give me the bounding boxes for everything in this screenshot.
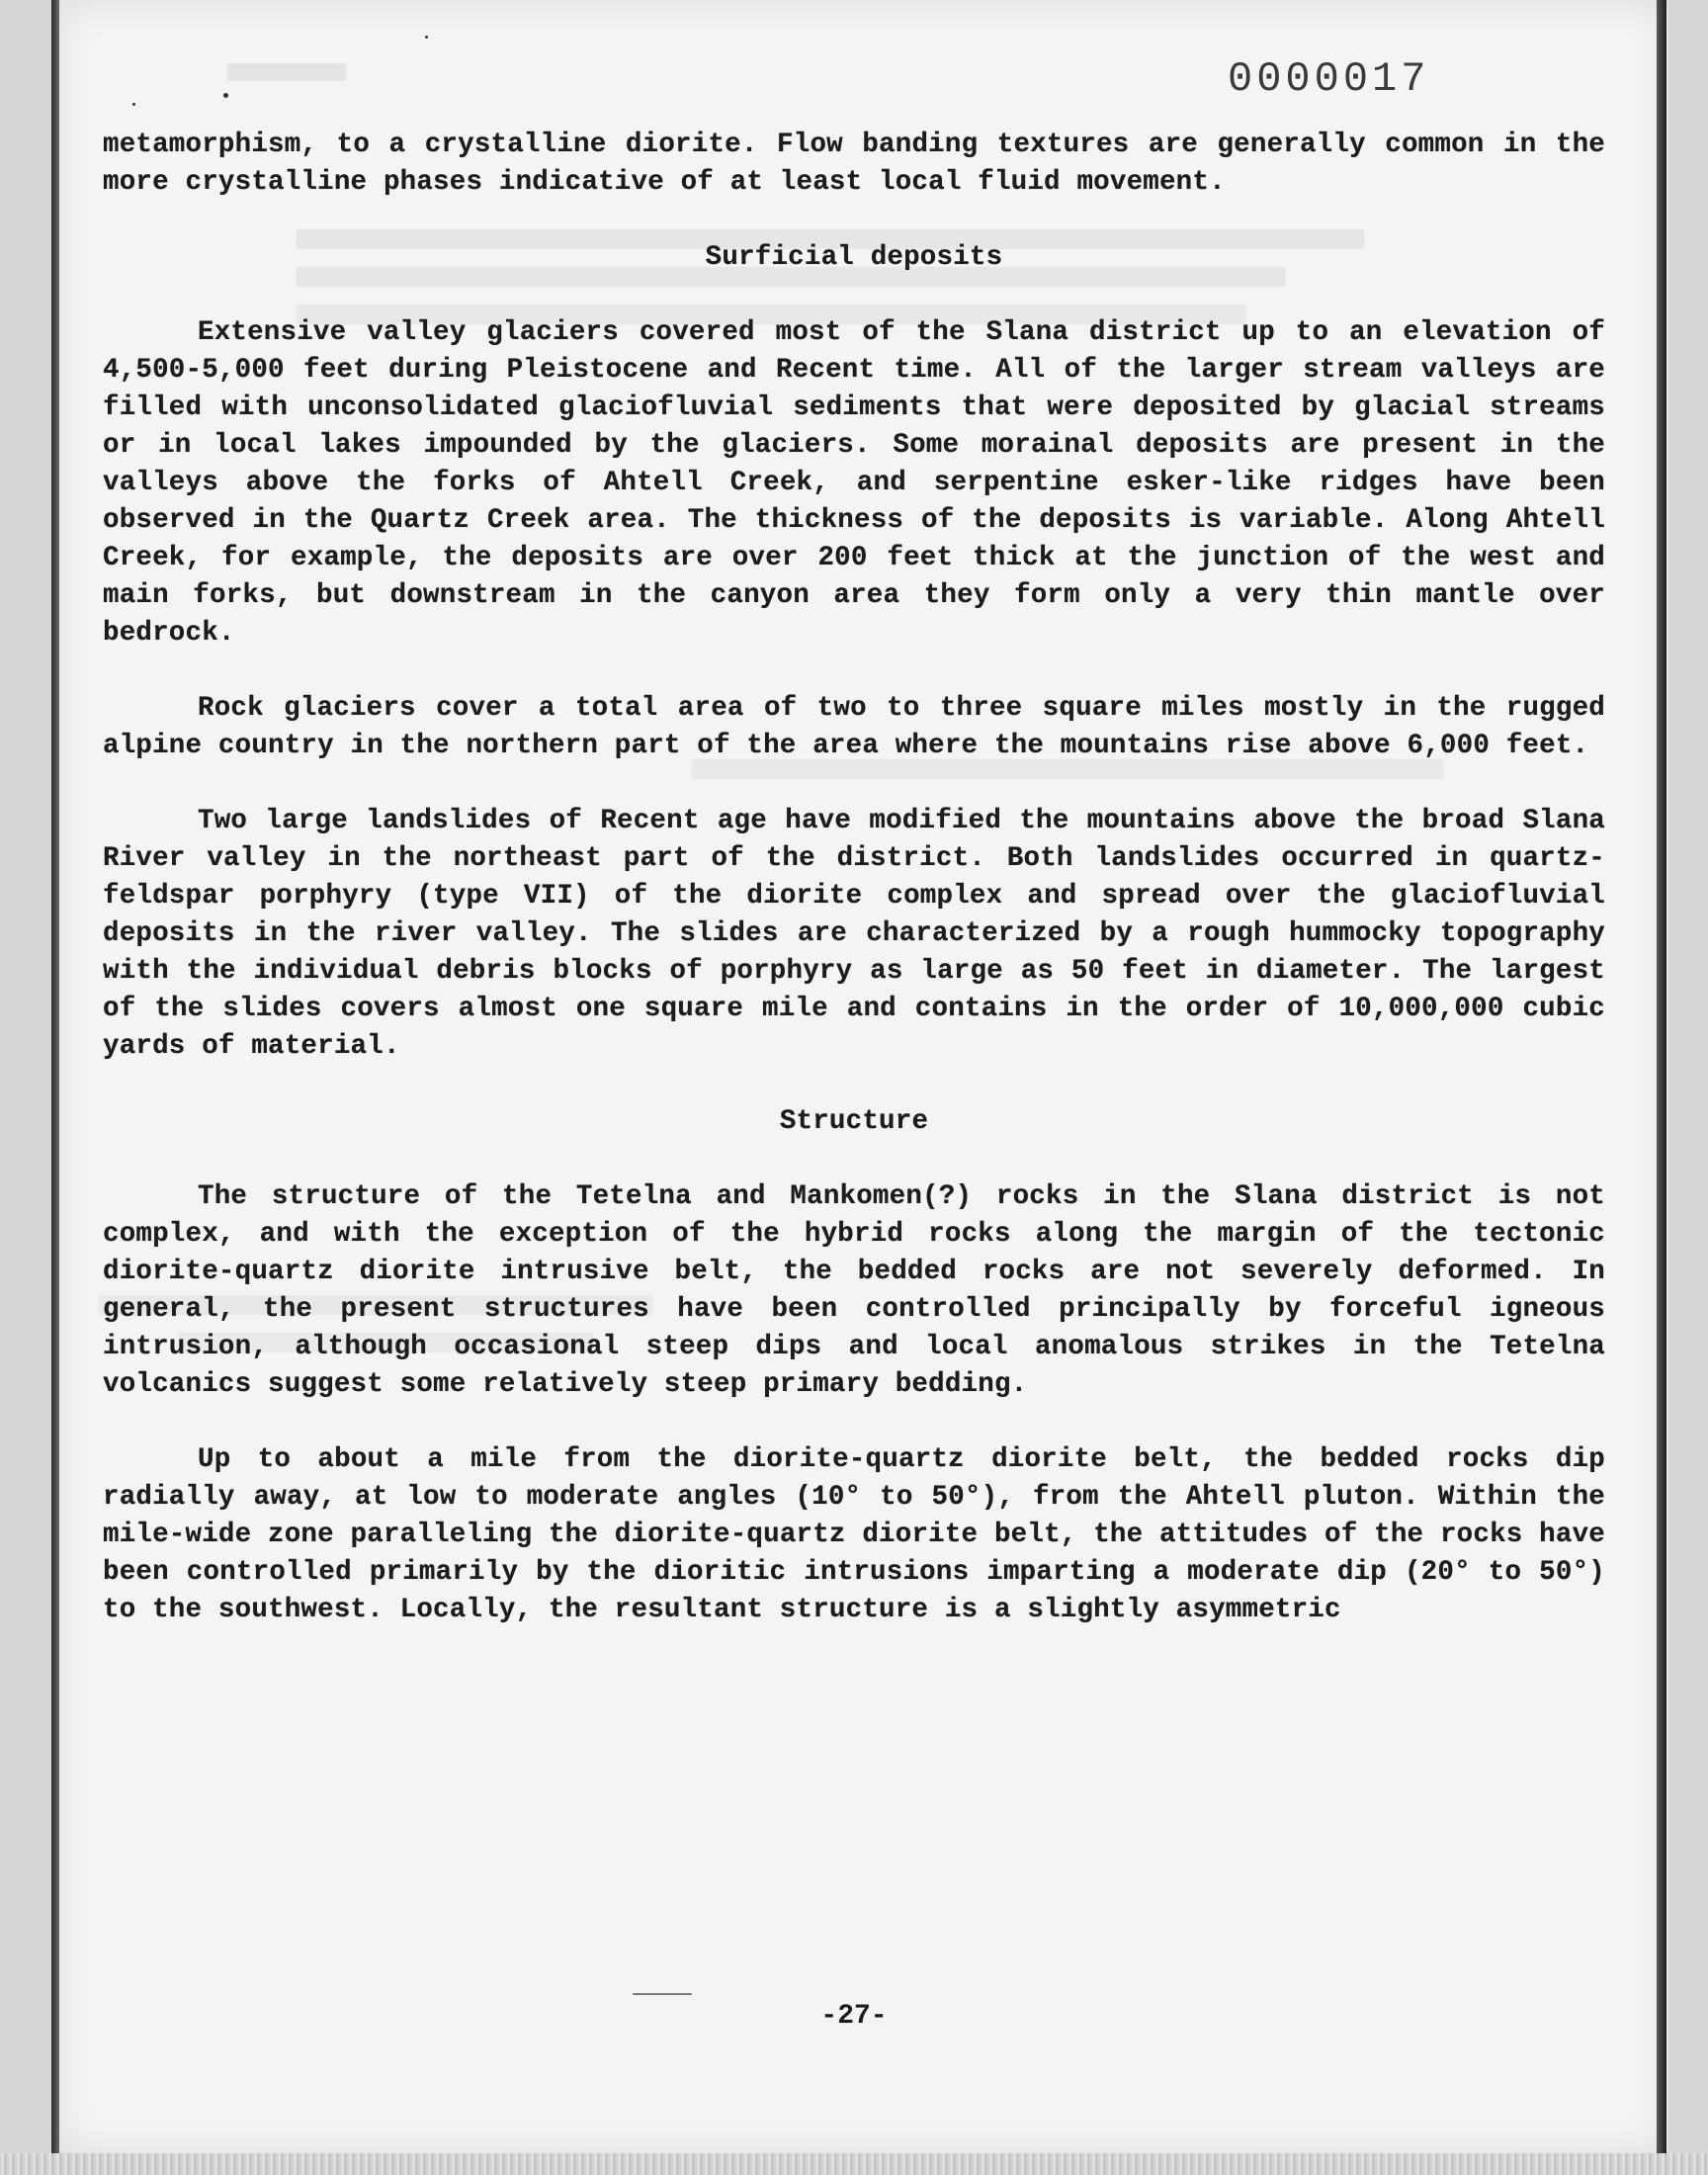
left-binding-edge: [51, 0, 59, 2155]
heading-surficial-deposits: Surficial deposits: [705, 242, 1003, 273]
right-binding-edge: [1657, 0, 1666, 2155]
paragraph-bedded-rocks-dip: Up to about a mile from the diorite-quartz diorite belt, the bedded rocks dip radially away, at low to moderate angles (10° to 50°), from the Ahtell pluton. Within the mile-wide zone paralleling the diorite-quartz diorite belt, the attitudes of the rocks have been controlled primarily by the dioritic intrusions imparting a moderate dip (20° to 50°) to the southwest. Locally, the resultant structure is a slightly asymmetric: [103, 1444, 1605, 1625]
bleed-through-mark: [227, 63, 346, 81]
scan-speck: [633, 1993, 692, 1995]
paragraph-metamorphism: metamorphism, to a crystalline diorite. Flow banding textures are generally common in the more crystalline phases indicative of at least local fluid movement.: [103, 130, 1605, 198]
scan-speck: [425, 36, 428, 39]
document-body: [103, 127, 1605, 1667]
scan-bottom-band: [0, 2153, 1708, 2175]
paragraph-rock-glaciers: Rock glaciers cover a total area of two to three square miles mostly in the rugged alpine country in the northern part of the area where the mountains rise above 6,000 feet.: [103, 693, 1605, 761]
scan-speck: [132, 103, 135, 106]
paragraph-valley-glaciers: Extensive valley glaciers covered most of the Slana district up to an elevation of 4,500-5,000 feet during Pleistocene and Recent time. All of the larger stream valleys are filled with unconsolidated glaciofluvial sediments that were deposited by glacial streams or in local lakes impounded by the glaciers. Some morainal deposits are present in the valleys above the forks of Ahtell Creek, and serpentine esker-like ridges have been observed in the Quartz Creek area. The thickness of the deposits is variable. Along Ahtell Creek, for example, the deposits are over 200 feet thick at the junction of the west and main forks, but downstream in the canyon area they form only a very thin mantle over bedrock.: [103, 317, 1605, 649]
page-number: -27-: [820, 2001, 888, 2032]
scan-speck: [223, 93, 228, 98]
heading-structure: Structure: [779, 1106, 929, 1137]
document-control-number: 0000017: [1228, 55, 1430, 103]
paragraph-structure-overview: The structure of the Tetelna and Mankomen(?) rocks in the Slana district is not complex, and with the exception of the hybrid rocks along the margin of the tectonic diorite-quartz diorite intrusive belt, the bedded rocks are not severely deformed. In general, the present structures have been controlled principally by forceful igneous intrusion, although occasional steep dips and local anomalous strikes in the Tetelna volcanics suggest some relatively steep primary bedding.: [103, 1181, 1605, 1400]
paragraph-landslides: Two large landslides of Recent age have modified the mountains above the broad Slana River valley in the northeast part of the district. Both landslides occurred in quartz-feldspar porphyry (type VII) of the diorite complex and spread over the glaciofluvial deposits in the river valley. The slides are characterized by a rough hummocky topography with the individual debris blocks of porphyry as large as 50 feet in diameter. The largest of the slides covers almost one square mile and contains in the order of 10,000,000 cubic yards of material.: [103, 806, 1605, 1062]
